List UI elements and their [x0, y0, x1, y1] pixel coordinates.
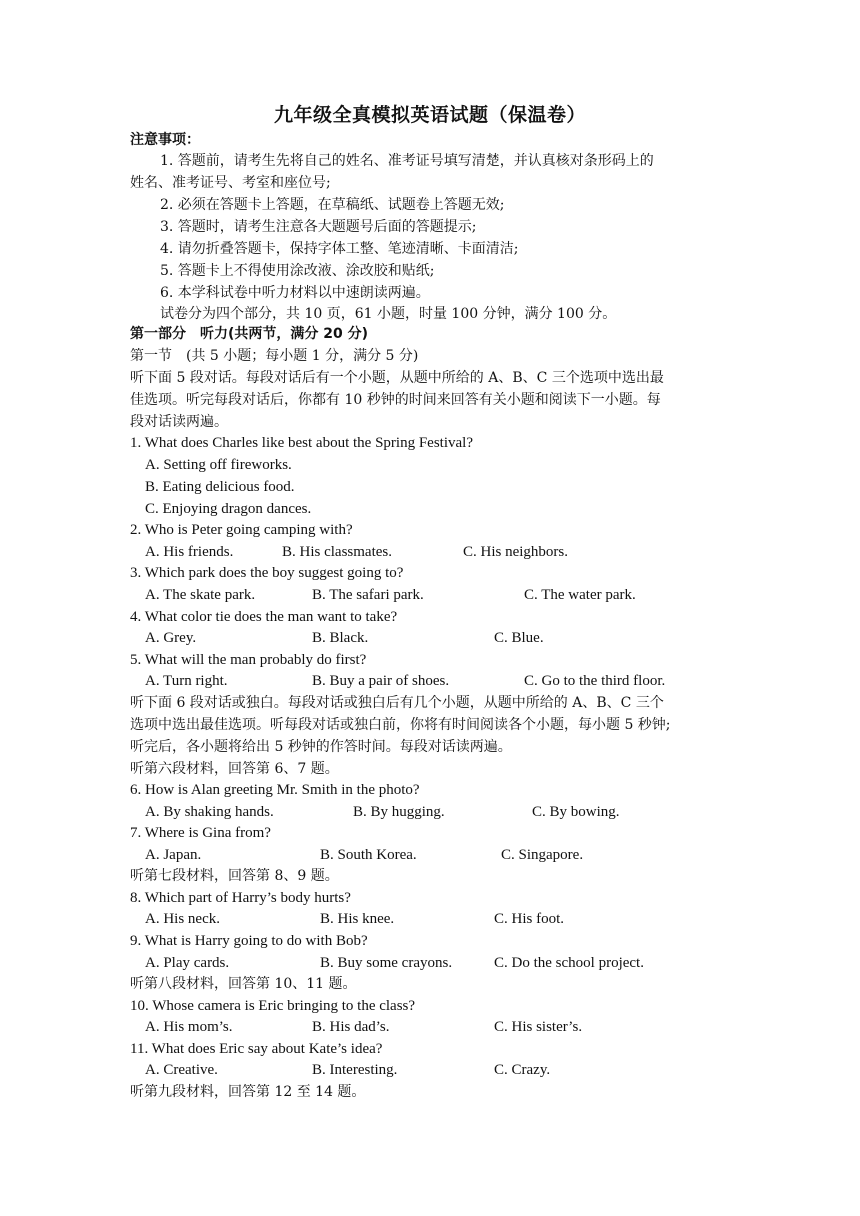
material-8-note: 听第八段材料，回答第 10、11 题。 — [130, 976, 357, 992]
q3-option-c: C. The water park. — [524, 587, 636, 603]
exam-title: 九年级全真模拟英语试题（保温卷） — [273, 104, 586, 126]
q7-option-c: C. Singapore. — [501, 847, 584, 863]
q6-option-c: C. By bowing. — [532, 804, 620, 820]
question-6: 6. How is Alan greeting Mr. Smith in the photo? — [130, 782, 420, 798]
question-1: 1. What does Charles like best about the Spring Festival? — [130, 435, 473, 451]
q10-option-c: C. His sister’s. — [494, 1019, 583, 1035]
question-8: 8. Which part of Harry’s body hurts? — [130, 890, 351, 906]
q9-option-b: B. Buy some crayons. — [320, 955, 453, 971]
q8-option-a: A. His neck. — [145, 911, 220, 927]
notice-item: 4. 请勿折叠答题卡，保持字体工整、笔迹清晰、卡面清洁; — [160, 241, 519, 257]
notice-item: 6. 本学科试卷中听力材料以中速朗读两遍。 — [160, 285, 430, 301]
q2-option-c: C. His neighbors. — [463, 544, 568, 560]
material-7-note: 听第七段材料，回答第 8、9 题。 — [130, 868, 339, 884]
notice-item: 3. 答题时，请考生注意各大题题号后面的答题提示; — [160, 219, 477, 235]
question-5: 5. What will the man probably do first? — [130, 652, 367, 668]
question-4: 4. What color tie does the man want to take? — [130, 609, 398, 625]
q1-option-b: B. Eating delicious food. — [145, 479, 295, 495]
instructions-2: 听完后，各小题将给出 5 秒钟的作答时间。每段对话读两遍。 — [130, 739, 512, 755]
notice-item: 2. 必须在答题卡上答题，在草稿纸、试题卷上答题无效; — [160, 197, 505, 213]
q5-option-c: C. Go to the third floor. — [524, 673, 666, 689]
q1-option-a: A. Setting off fireworks. — [145, 457, 292, 473]
material-6-note: 听第六段材料，回答第 6、7 题。 — [130, 761, 339, 777]
q3-option-a: A. The skate park. — [145, 587, 256, 603]
instructions-1: 佳选项。听完每段对话后，你都有 10 秒钟的时间来回答有关小题和阅读下一小题。每 — [130, 392, 661, 408]
notice-heading: 注意事项： — [130, 132, 200, 148]
q1-option-c: C. Enjoying dragon dances. — [145, 501, 312, 517]
q5-option-a: A. Turn right. — [145, 673, 228, 689]
instructions-1: 听下面 5 段对话。每段对话后有一个小题，从题中所给的 A、B、C 三个选项中选出最 — [130, 370, 664, 386]
q10-option-a: A. His mom’s. — [145, 1019, 233, 1035]
q4-option-a: A. Grey. — [145, 630, 197, 646]
q4-option-c: C. Blue. — [494, 630, 544, 646]
q11-option-b: B. Interesting. — [312, 1062, 398, 1078]
notice-item: 姓名、准考证号、考室和座位号; — [130, 175, 331, 191]
question-3: 3. Which park does the boy suggest going to? — [130, 565, 404, 581]
q6-option-b: B. By hugging. — [353, 804, 445, 820]
q5-option-b: B. Buy a pair of shoes. — [312, 673, 450, 689]
q4-option-b: B. Black. — [312, 630, 369, 646]
q6-option-a: A. By shaking hands. — [145, 804, 274, 820]
question-10: 10. Whose camera is Eric bringing to the class? — [130, 998, 416, 1014]
q9-option-c: C. Do the school project. — [494, 955, 644, 971]
instructions-2: 听下面 6 段对话或独白。每段对话或独白后有几个小题，从题中所给的 A、B、C 三个 — [130, 695, 664, 711]
instructions-1: 段对话读两遍。 — [130, 414, 228, 430]
q7-option-a: A. Japan. — [145, 847, 202, 863]
part1-heading: 第一部分 听力(共两节，满分 20 分) — [130, 326, 369, 342]
q8-option-b: B. His knee. — [320, 911, 395, 927]
question-2: 2. Who is Peter going camping with? — [130, 522, 353, 538]
q10-option-b: B. His dad’s. — [312, 1019, 390, 1035]
question-7: 7. Where is Gina from? — [130, 825, 271, 841]
q3-option-b: B. The safari park. — [312, 587, 424, 603]
q2-option-a: A. His friends. — [145, 544, 234, 560]
q9-option-a: A. Play cards. — [145, 955, 230, 971]
q7-option-b: B. South Korea. — [320, 847, 417, 863]
material-9-note: 听第九段材料，回答第 12 至 14 题。 — [130, 1084, 366, 1100]
question-9: 9. What is Harry going to do with Bob? — [130, 933, 368, 949]
q8-option-c: C. His foot. — [494, 911, 565, 927]
notice-summary: 试卷分为四个部分，共 10 页，61 小题，时量 100 分钟，满分 100 分。 — [160, 306, 617, 322]
notice-item: 1. 答题前，请考生先将自己的姓名、准考证号填写清楚，并认真核对条形码上的 — [160, 153, 654, 169]
question-11: 11. What does Eric say about Kate’s idea? — [130, 1041, 383, 1057]
section1-heading: 第一节 (共 5 小题；每小题 1 分，满分 5 分) — [130, 348, 419, 364]
q2-option-b: B. His classmates. — [282, 544, 392, 560]
q11-option-a: A. Creative. — [145, 1062, 218, 1078]
instructions-2: 选项中选出最佳选项。听每段对话或独白前，你将有时间阅读各个小题，每小题 5 秒钟; — [130, 717, 671, 733]
q11-option-c: C. Crazy. — [494, 1062, 551, 1078]
notice-item: 5. 答题卡上不得使用涂改液、涂改胶和贴纸; — [160, 263, 435, 279]
